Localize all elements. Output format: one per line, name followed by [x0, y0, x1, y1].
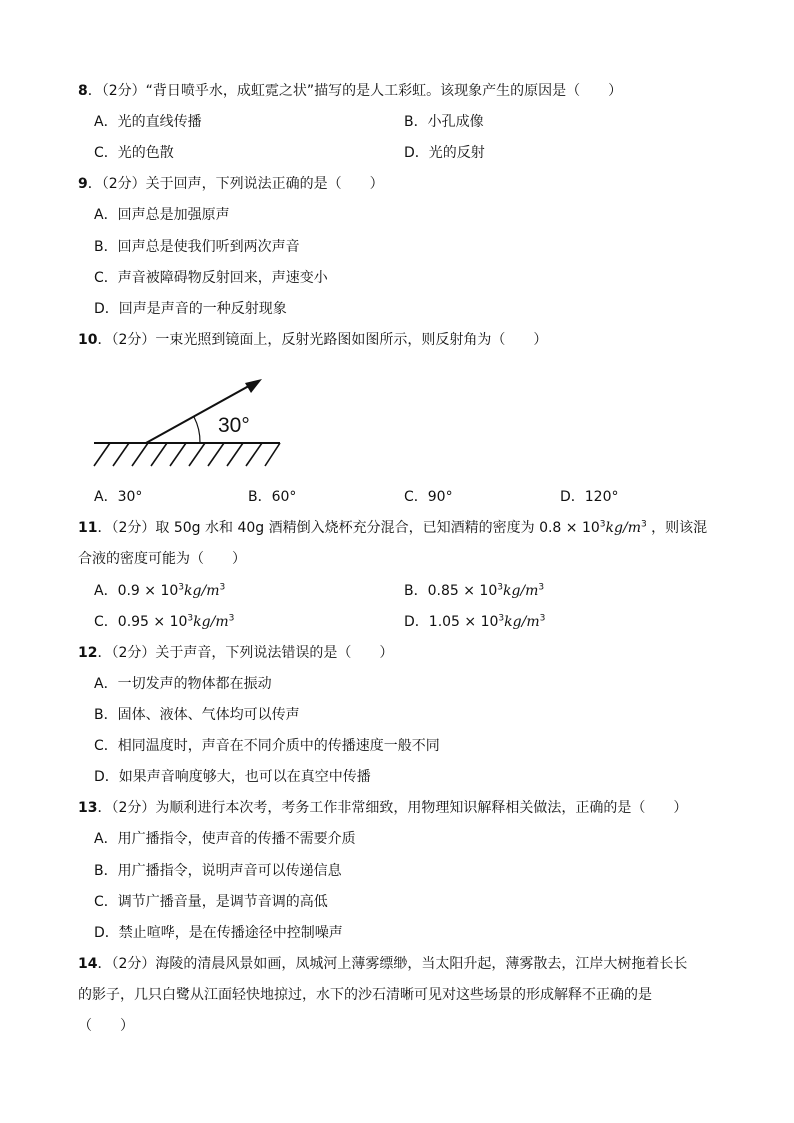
question-11-stem — [78, 518, 707, 538]
question-number: 14 — [78, 956, 98, 972]
option-d: D．禁止喧哗，是在传播途径中控制噪声 — [94, 925, 343, 941]
option-d: D．光的反射 — [404, 145, 485, 161]
question-number: 11 — [78, 520, 98, 536]
reflection-diagram — [90, 372, 290, 472]
option-c: C．90° — [404, 489, 453, 505]
question-number: 8 — [78, 83, 88, 99]
question-points: ．（2分） — [97, 520, 156, 536]
option-d: D．120° — [560, 489, 619, 505]
question-points: ．（2分） — [97, 332, 156, 348]
option-b: B．回声总是使我们听到两次声音 — [94, 239, 300, 255]
question-10-stem — [78, 330, 547, 350]
option-d: D．回声是声音的一种反射现象 — [94, 301, 287, 317]
question-11-stem-cont: 合液的密度可能为（ ） — [78, 551, 246, 567]
option-b: B．用广播指令，说明声音可以传递信息 — [94, 863, 342, 879]
question-13-stem — [78, 798, 687, 818]
ray-arrow-icon — [245, 379, 262, 393]
option-b: B．60° — [248, 489, 297, 505]
question-points: ．（2分） — [97, 956, 156, 972]
question-number: 12 — [78, 645, 98, 661]
question-points: ．（2分） — [87, 176, 146, 192]
option-a: A．$0.9 \times 10^3kg/m^3$ — [94, 582, 226, 599]
option-c: C．调节广播音量，是调节音调的高低 — [94, 894, 328, 910]
option-a: A．30° — [94, 489, 143, 505]
question-14-stem-cont: 的影子，几只白鹭从江面轻快地掠过，水下的沙石清晰可见对这些场景的形成解释不正确的是 — [78, 987, 652, 1003]
option-a: A．回声总是加强原声 — [94, 207, 230, 223]
option-b: B．小孔成像 — [404, 114, 484, 130]
option-a: A．一切发声的物体都在振动 — [94, 676, 272, 692]
question-number: 9 — [78, 176, 88, 192]
option-b: B．固体、液体、气体均可以传声 — [94, 707, 300, 723]
question-text: 海陵的清晨风景如画，凤城河上薄雾缥缈，当太阳升起，薄雾散去，江岸大树拖着长长 — [155, 956, 688, 972]
question-14-stem — [78, 954, 687, 974]
option-c: C．光的色散 — [94, 145, 174, 161]
question-number: 10 — [78, 332, 98, 348]
option-d: D．$1.05 \times 10^3kg/m^3$ — [404, 613, 546, 630]
mirror-hatching — [94, 443, 280, 466]
option-c: C．相同温度时，声音在不同介质中的传播速度一般不同 — [94, 738, 440, 754]
angle-label: 30° — [218, 414, 250, 437]
option-a: A．用广播指令，使声音的传播不需要介质 — [94, 831, 356, 847]
question-points: ．（2分） — [87, 83, 146, 99]
question-12-stem — [78, 643, 393, 663]
question-text: 取 50g 水和 40g 酒精倒入烧杯充分混合，已知酒精的密度为 — [155, 520, 535, 536]
option-a: A．光的直线传播 — [94, 114, 202, 130]
option-b: B．$0.85 \times 10^3kg/m^3$ — [404, 582, 545, 599]
question-text: 关于声音，下列说法错误的是（ ） — [155, 645, 394, 661]
question-number: 13 — [78, 800, 98, 816]
question-points: ．（2分） — [97, 800, 156, 816]
question-8-stem — [78, 81, 622, 101]
density-value: $0.8 \times 10^3kg/m^3$ — [539, 519, 647, 536]
question-text: 一束光照到镜面上，反射光路图如图所示，则反射角为（ ） — [155, 332, 548, 348]
option-c: C．声音被障碍物反射回来，声速变小 — [94, 270, 328, 286]
option-c: C．$0.95 \times 10^3kg/m^3$ — [94, 613, 235, 630]
question-text: ，则该混 — [651, 520, 708, 536]
question-points: ．（2分） — [97, 645, 156, 661]
question-9-stem — [78, 174, 384, 194]
question-text: 关于回声，下列说法正确的是（ ） — [145, 176, 384, 192]
question-14-answer-bracket: （ ） — [78, 1018, 134, 1034]
option-d: D．如果声音响度够大，也可以在真空中传播 — [94, 769, 371, 785]
question-text: 为顺利进行本次考，考务工作非常细致，用物理知识解释相关做法，正确的是（ ） — [155, 800, 688, 816]
question-text: “背日喷乎水，成虹霓之状”描写的是人工彩虹。该现象产生的原因是（ ） — [145, 83, 623, 99]
angle-arc — [194, 417, 200, 443]
